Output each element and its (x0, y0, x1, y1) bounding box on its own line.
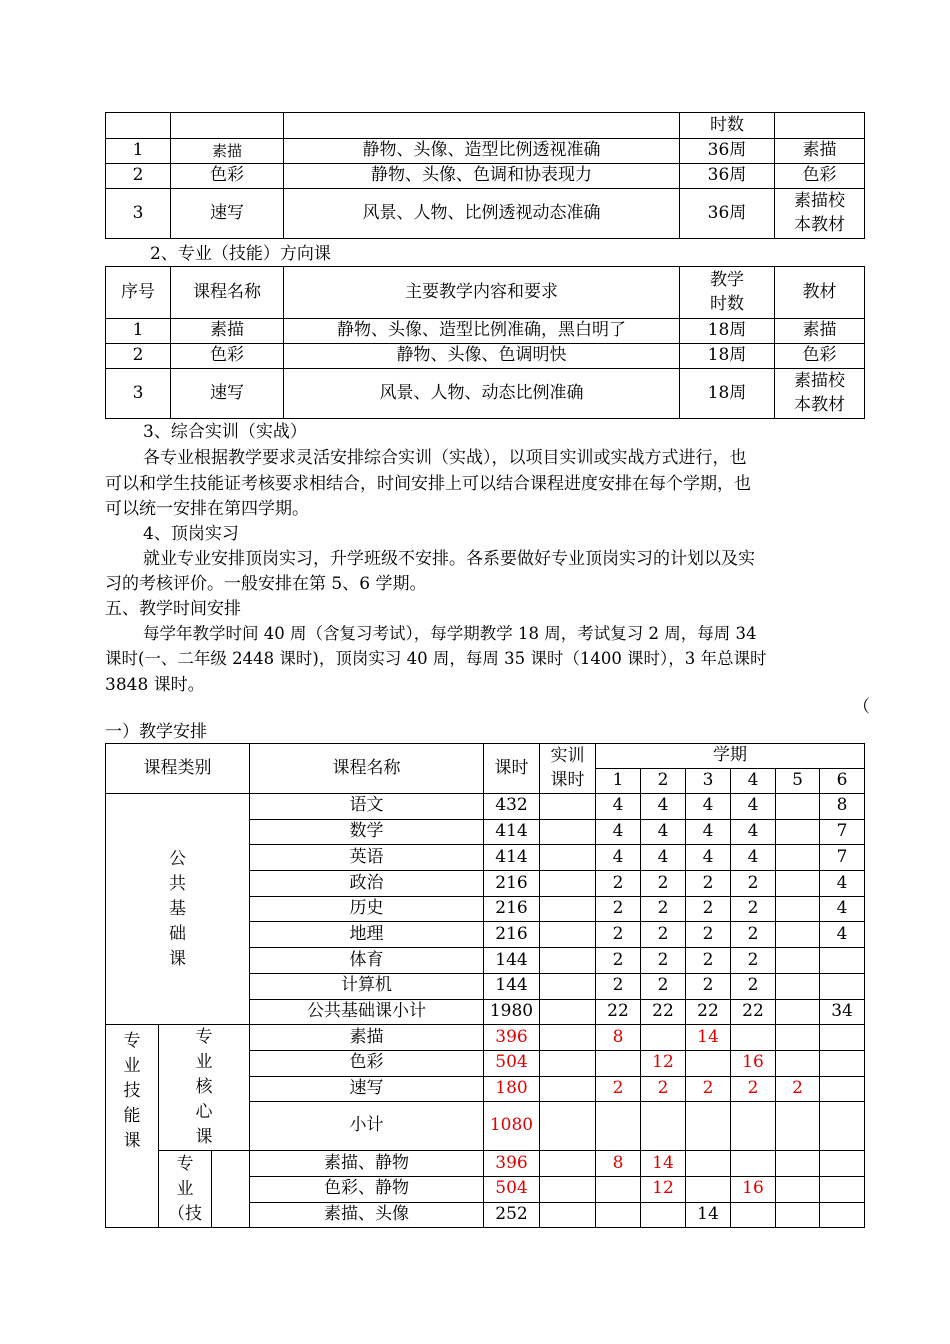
course-table-continued (105, 112, 865, 239)
table-row: 政治 216 2 2 2 2 4 (106, 871, 865, 897)
table-row: 1 素描 静物、头像、造型比例准确，黑白明了 18周 素描 (106, 319, 865, 344)
term-number-row: 1 2 3 4 5 6 (106, 769, 865, 794)
section-heading: 2、专业（技能）方向课 (150, 244, 331, 264)
category-professional-skill: 专 业 技 能 课 (106, 1025, 159, 1228)
paragraph-line: 可以统一安排在第四学期。 (105, 499, 309, 519)
table-header-row: 课程类别 课程名称 课时 实训 课时 学期 (106, 744, 865, 769)
table-row: 2 色彩 静物、头像、色调和协表现力 36周 色彩 (106, 164, 865, 189)
header-hours-cont: 时数 (680, 113, 775, 139)
table-row: 公 共 基 础 课 语文 432 4 4 4 4 8 (106, 794, 865, 820)
table-row: 历史 216 2 2 2 2 4 (106, 896, 865, 922)
section-heading: 五、教学时间安排 (105, 599, 241, 619)
table-row: 速写 180 2 2 2 2 2 (106, 1076, 865, 1102)
table-row: 专 业 技 能 课 专 业 核 心 课 素描 396 8 14 (106, 1025, 865, 1051)
course-table-direction (105, 266, 865, 419)
table-row: 地理 216 2 2 2 2 4 (106, 922, 865, 948)
table-row: 专 业 （技 素描、静物 396 8 14 (106, 1151, 865, 1177)
paragraph-line: 可以和学生技能证考核要求相结合，时间安排上可以结合课程进度安排在每个学期，也 (105, 474, 751, 494)
paragraph-line: 各专业根据教学要求灵活安排综合实训（实战），以项目实训或实战方式进行，也 (143, 448, 747, 468)
paren-mark: （ (853, 697, 870, 717)
table-row: 3 速写 风景、人物、比例透视动态准确 36周 素描校 本教材 (106, 189, 865, 239)
subsection-heading: 一）教学安排 (105, 722, 207, 742)
table-row: 数学 414 4 4 4 4 7 (106, 819, 865, 845)
table-row: 素描、头像 252 14 (106, 1202, 865, 1228)
paragraph-line: 习的考核评价。一般安排在第 5、6 学期。 (105, 574, 427, 594)
paragraph-line: 3848 课时。 (105, 675, 205, 695)
section-heading: 4、顶岗实习 (143, 524, 239, 544)
table-row: 英语 414 4 4 4 4 7 (106, 845, 865, 871)
paragraph-line: 课时(一、二年级 2448 课时)，顶岗实习 40 周，每周 35 课时（1400 课时），3 年总课时 (105, 649, 767, 668)
table-header-row: 序号 课程名称 主要教学内容和要求 教学 时数 教材 (106, 267, 865, 319)
table-row: 3 速写 风景、人物、动态比例准确 18周 素描校 本教材 (106, 369, 865, 419)
table-row: 色彩 504 12 16 (106, 1050, 865, 1076)
subtotal-row: 公共基础课小计 1980 22 22 22 22 34 (106, 999, 865, 1025)
paragraph-line: 每学年教学时间 40 周（含复习考试），每学期教学 18 周，考试复习 2 周，每周 34 (143, 624, 757, 643)
paragraph-line: 就业专业安排顶岗实习，升学班级不安排。各系要做好专业顶岗实习的计划以及实 (143, 549, 755, 569)
section-heading: 3、综合实训（实战） (143, 422, 307, 442)
category-public-basic: 公 共 基 础 课 (106, 794, 250, 1025)
teaching-schedule-table (105, 743, 865, 1228)
table-row: 1 素描 静物、头像、造型比例透视准确 36周 素描 (106, 139, 865, 164)
subtotal-row: 小计 1080 (106, 1102, 865, 1151)
table-row: 体育 144 2 2 2 2 (106, 948, 865, 974)
category-professional-core: 专 业 核 心 课 (159, 1025, 250, 1151)
table-row: 色彩、静物 504 12 16 (106, 1176, 865, 1202)
category-professional-direction: 专 业 （技 (159, 1151, 212, 1228)
table-row: 2 色彩 静物、头像、色调明快 18周 色彩 (106, 344, 865, 369)
table-row: 计算机 144 2 2 2 2 (106, 973, 865, 999)
